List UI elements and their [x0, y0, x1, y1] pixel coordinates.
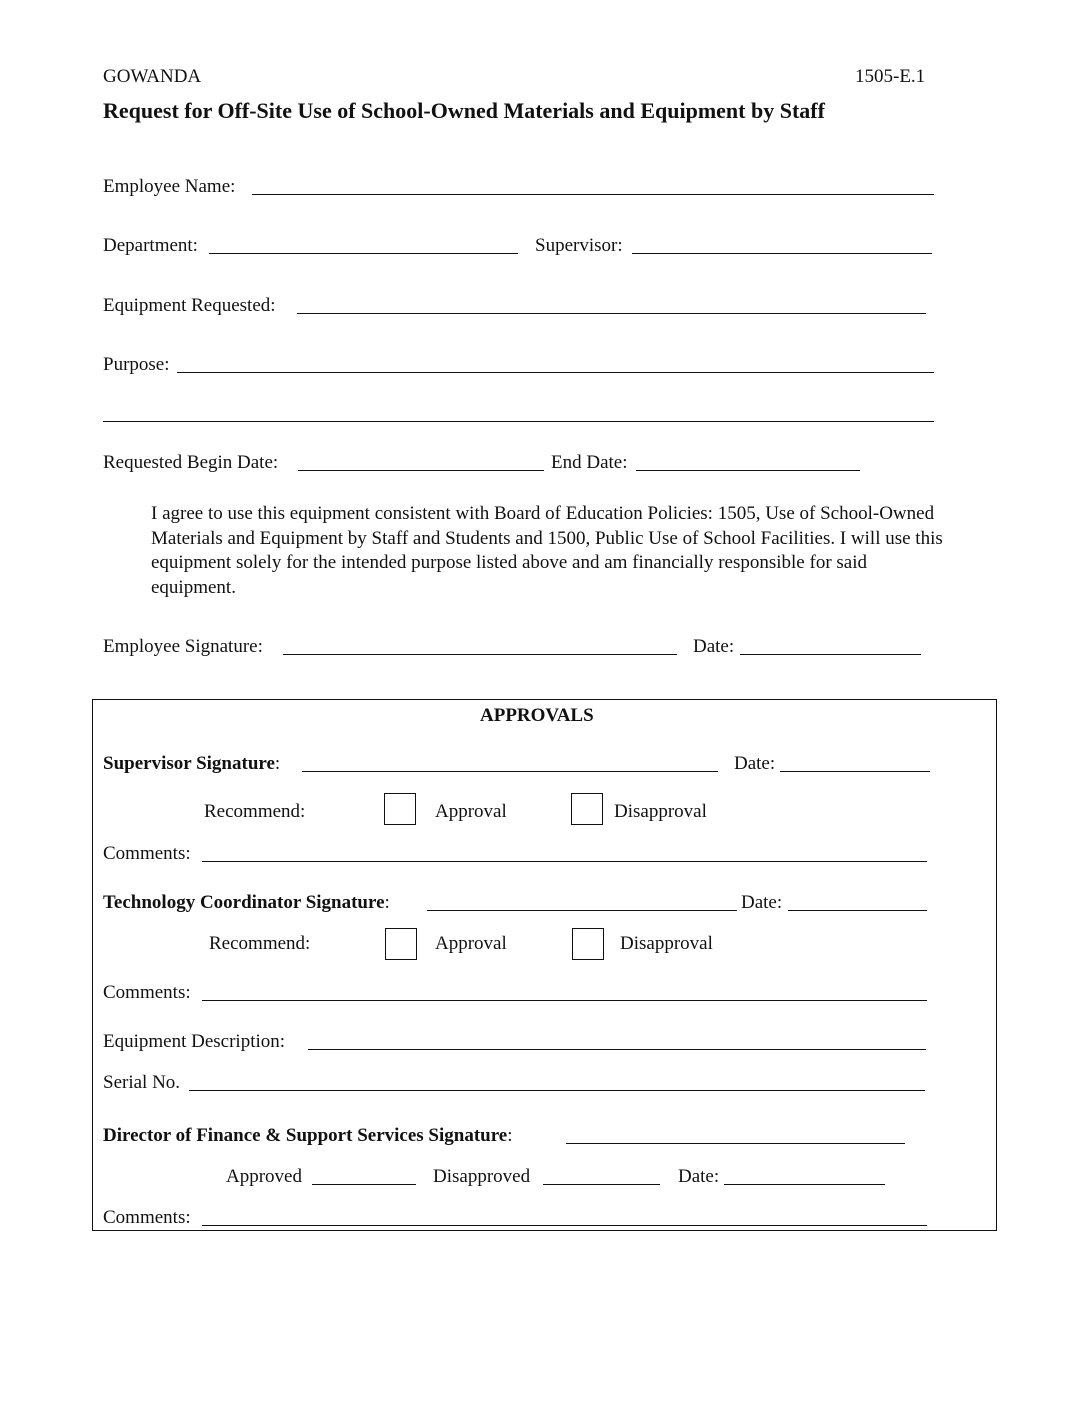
approvals-box	[92, 699, 997, 1231]
serial-no-field[interactable]	[189, 1090, 925, 1091]
supervisor-recommend-label: Recommend:	[204, 801, 306, 822]
agreement-statement: I agree to use this equipment consistent with Board of Education Policies: 1505, Use of School-Owned Materials and Equipment by Staff and Students and 1500, Public Use of School Facilities. I will use this equipment solely for the intended purpose listed above and am financially responsible for said equipment.	[151, 503, 943, 598]
tech-disapproval-checkbox[interactable]	[572, 928, 604, 960]
tech-comments-label: Comments:	[103, 982, 191, 1003]
finance-disapproved-field[interactable]	[543, 1184, 660, 1185]
equipment-description-field[interactable]	[308, 1049, 926, 1050]
employee-name-field[interactable]	[252, 194, 934, 195]
employee-name-label: Employee Name:	[103, 176, 236, 197]
supervisor-approval-checkbox[interactable]	[384, 793, 416, 825]
equipment-description-label: Equipment Description:	[103, 1031, 286, 1052]
finance-disapproved-label: Disapproved	[433, 1166, 531, 1187]
supervisor-signature-field[interactable]	[302, 771, 718, 772]
tech-signature-label: Technology Coordinator Signature:	[103, 892, 390, 913]
tech-approval-label: Approval	[435, 933, 507, 954]
district-name: GOWANDA	[103, 66, 202, 87]
department-label: Department:	[103, 235, 198, 256]
serial-no-label: Serial No.	[103, 1072, 181, 1093]
finance-signature-label: Director of Finance & Support Services Signature:	[103, 1125, 513, 1146]
approvals-heading: APPROVALS	[480, 705, 594, 726]
tech-comments-field[interactable]	[202, 1000, 927, 1001]
begin-date-field[interactable]	[298, 470, 544, 471]
tech-disapproval-label: Disapproval	[620, 933, 713, 954]
supervisor-disapproval-label: Disapproval	[614, 801, 707, 822]
employee-date-label: Date:	[693, 636, 735, 657]
equipment-requested-field[interactable]	[297, 313, 926, 314]
supervisor-signature-label: Supervisor Signature:	[103, 753, 281, 774]
tech-approval-checkbox[interactable]	[385, 928, 417, 960]
supervisor-approval-label: Approval	[435, 801, 507, 822]
tech-recommend-label: Recommend:	[209, 933, 311, 954]
page-title: Request for Off-Site Use of School-Owned Materials and Equipment by Staff	[103, 98, 825, 123]
finance-date-label: Date:	[678, 1166, 720, 1187]
employee-date-field[interactable]	[740, 654, 921, 655]
finance-comments-field[interactable]	[202, 1225, 927, 1226]
tech-date-label: Date:	[741, 892, 783, 913]
supervisor-date-label: Date:	[734, 753, 776, 774]
equipment-requested-label: Equipment Requested:	[103, 295, 276, 316]
begin-date-label: Requested Begin Date:	[103, 452, 279, 473]
finance-comments-label: Comments:	[103, 1207, 191, 1228]
supervisor-field[interactable]	[632, 253, 932, 254]
employee-signature-field[interactable]	[283, 654, 677, 655]
supervisor-disapproval-checkbox[interactable]	[571, 793, 603, 825]
supervisor-comments-field[interactable]	[202, 861, 927, 862]
employee-signature-label: Employee Signature:	[103, 636, 263, 657]
supervisor-comments-label: Comments:	[103, 843, 191, 864]
end-date-field[interactable]	[636, 470, 860, 471]
finance-signature-field[interactable]	[566, 1143, 905, 1144]
finance-approved-field[interactable]	[312, 1184, 416, 1185]
supervisor-date-field[interactable]	[780, 771, 930, 772]
purpose-field-continued[interactable]	[103, 421, 934, 422]
policy-code: 1505-E.1	[855, 66, 926, 87]
finance-date-field[interactable]	[724, 1184, 885, 1185]
department-field[interactable]	[209, 253, 518, 254]
end-date-label: End Date:	[551, 452, 628, 473]
tech-signature-field[interactable]	[427, 910, 737, 911]
purpose-field[interactable]	[177, 372, 934, 373]
supervisor-label: Supervisor:	[535, 235, 623, 256]
tech-date-field[interactable]	[788, 910, 927, 911]
finance-approved-label: Approved	[226, 1166, 302, 1187]
purpose-label: Purpose:	[103, 354, 170, 375]
